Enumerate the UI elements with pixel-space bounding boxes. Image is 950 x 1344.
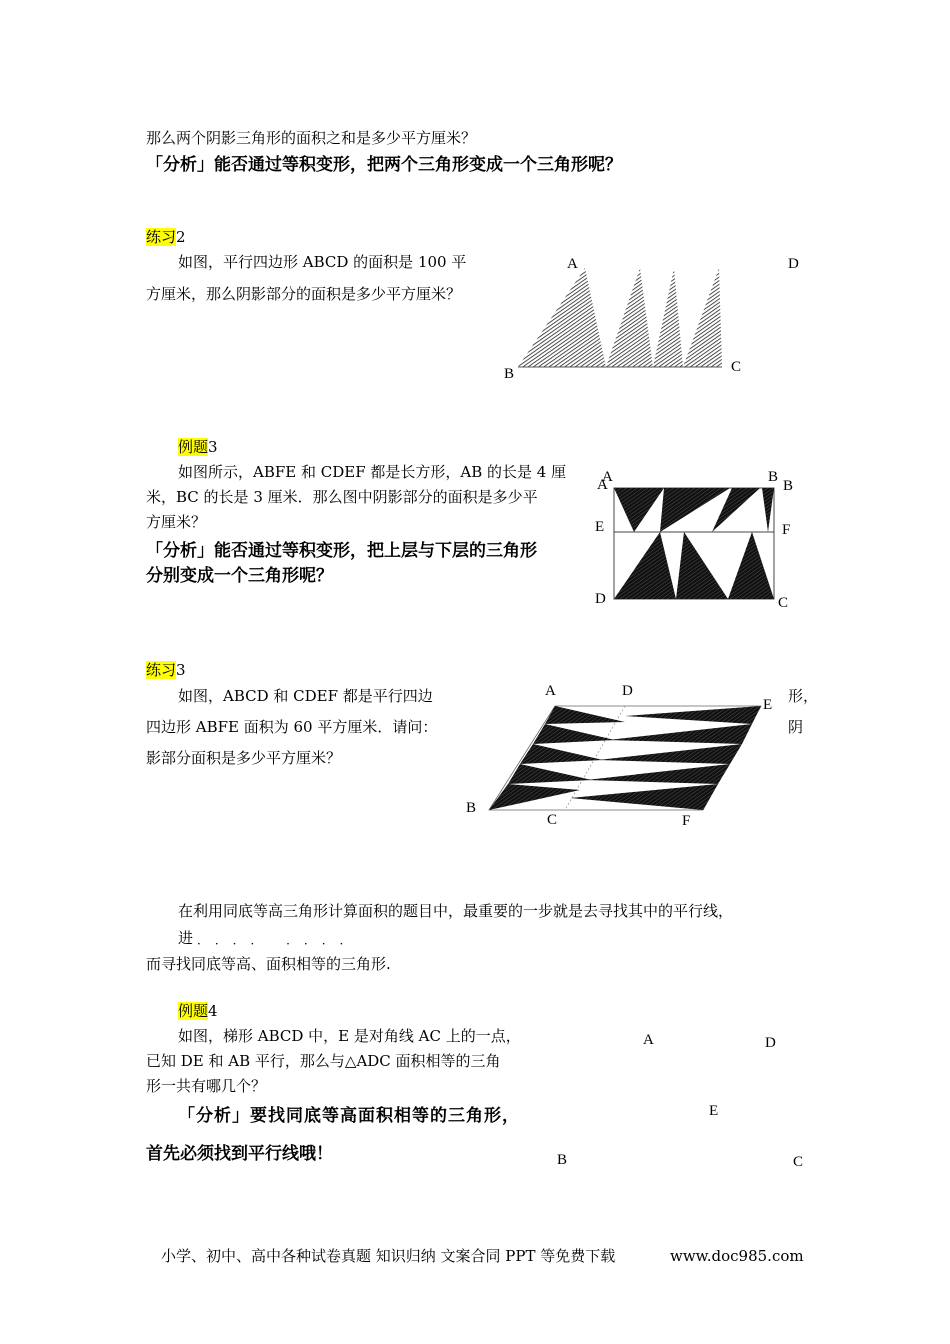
practice2-num: 2 (176, 228, 186, 246)
shaded-triangle (762, 488, 774, 532)
shaded-triangle (533, 724, 615, 744)
label-c: C (731, 359, 742, 375)
practice3-line3: 影部分面积是多少平方厘米？ (146, 749, 342, 767)
label-b: B (504, 366, 515, 382)
label-e: E (709, 1103, 719, 1119)
label-a: A (602, 469, 613, 485)
footer-text: 小学、初中、高中各种试卷真题 知识归纳 文案合同 PPT 等免费下载 (161, 1247, 616, 1265)
example3-line1: 如图所示，ABFE 和 CDEF 都是长方形，AB 的长是 4 厘 (178, 463, 567, 481)
example3-analysis1: 「分析」能否通过等积变形，把上层与下层的三角形 (146, 541, 537, 561)
practice3-line1-end: 形， (788, 687, 819, 705)
shaded-triangle (614, 488, 664, 532)
shaded-triangle (545, 706, 625, 724)
intro-analysis: 「分析」能否通过等积变形，把两个三角形变成一个三角形呢？ (146, 155, 622, 175)
practice3-figure (466, 683, 772, 829)
shaded-triangle (683, 268, 722, 367)
example4-line2: 已知 DE 和 AB 平行，那么与△ADC 面积相等的三角 (146, 1052, 501, 1070)
example4-tag: 例题 (178, 1002, 209, 1020)
practice3-num: 3 (176, 661, 186, 679)
example3-num: 3 (208, 438, 218, 456)
example3-analysis2: 分别变成一个三角形呢？ (146, 566, 333, 586)
label-b: B (557, 1152, 568, 1168)
example4-line3: 形一共有哪几个？ (146, 1077, 267, 1095)
example4-figure (557, 1032, 803, 1170)
practice3-line1: 如图，ABCD 和 CDEF 都是平行四边 (178, 687, 433, 705)
shaded-triangle (660, 488, 730, 532)
example4-line1: 如图，梯形 ABCD 中，E 是对角线 AC 上的一点， (178, 1027, 521, 1045)
example3-tag: 例题 (178, 438, 209, 456)
example4-analysis2: 首先必须找到平行线哦！ (146, 1144, 333, 1164)
example3-figure (595, 469, 793, 611)
example3-line3: 方厘米？ (146, 513, 207, 531)
example3-line2: 米，BC 的长是 3 厘米．那么图中阴影部分的面积是多少平 (146, 488, 538, 506)
label-c: C (793, 1154, 804, 1170)
label-c: C (547, 812, 558, 828)
label-e: E (595, 519, 605, 535)
shaded-triangle (570, 784, 718, 810)
shaded-triangle (625, 706, 761, 724)
label-a: A (643, 1032, 654, 1048)
intro-question: 那么两个阴影三角形的面积之和是多少平方厘米？ (146, 129, 477, 147)
practice2-figure (504, 256, 799, 382)
practice2-line2: 方厘米，那么阴影部分的面积是多少平方厘米？ (146, 285, 462, 303)
practice3-tag: 练习 (146, 661, 177, 679)
footer-url: www.doc985.com (670, 1247, 804, 1265)
shaded-triangle (614, 532, 676, 599)
shaded-triangle (508, 764, 592, 784)
label-b: B (783, 478, 794, 494)
shaded-triangle (598, 744, 742, 764)
shaded-triangle (520, 744, 603, 764)
practice3-line2: 四边形 ABFE 面积为 60 平方厘米．请问： (146, 718, 438, 736)
shaded-triangle (653, 268, 683, 367)
label-f: F (682, 813, 691, 829)
shaded-triangle (518, 268, 606, 367)
label-d: D (595, 591, 606, 607)
label-a: A (567, 256, 578, 272)
label-d: D (765, 1035, 776, 1051)
practice2-tag: 练习 (146, 228, 177, 246)
shaded-triangle (608, 724, 752, 744)
label-d: D (622, 683, 633, 699)
shaded-triangle (606, 268, 653, 367)
practice2-line1: 如图，平行四边形 ABCD 的面积是 100 平 (178, 253, 467, 271)
note-line3: 而寻找同底等高、面积相等的三角形. (146, 955, 391, 973)
shaded-triangle (728, 532, 774, 599)
label-a: A (545, 683, 556, 699)
label-b: B (768, 469, 779, 485)
label-c: C (778, 595, 789, 611)
example4-num: 4 (208, 1002, 218, 1020)
label-b: B (466, 800, 477, 816)
label-e: E (763, 697, 773, 713)
note-line1: 在利用同底等高三角形计算面积的题目中，最重要的一步就是去寻找其中的平行线， (178, 902, 734, 920)
shaded-triangle (586, 764, 730, 784)
label-a: A (597, 477, 608, 493)
label-d: D (788, 256, 799, 272)
emphasis-dots: ···· ···· (197, 937, 358, 951)
example4-analysis1: 「分析」要找同底等高面积相等的三角形， (178, 1106, 520, 1126)
note-line2: 进 (178, 929, 194, 947)
shaded-triangle (676, 532, 728, 599)
label-f: F (782, 522, 791, 538)
practice3-line2-end: 阴 (788, 718, 804, 736)
